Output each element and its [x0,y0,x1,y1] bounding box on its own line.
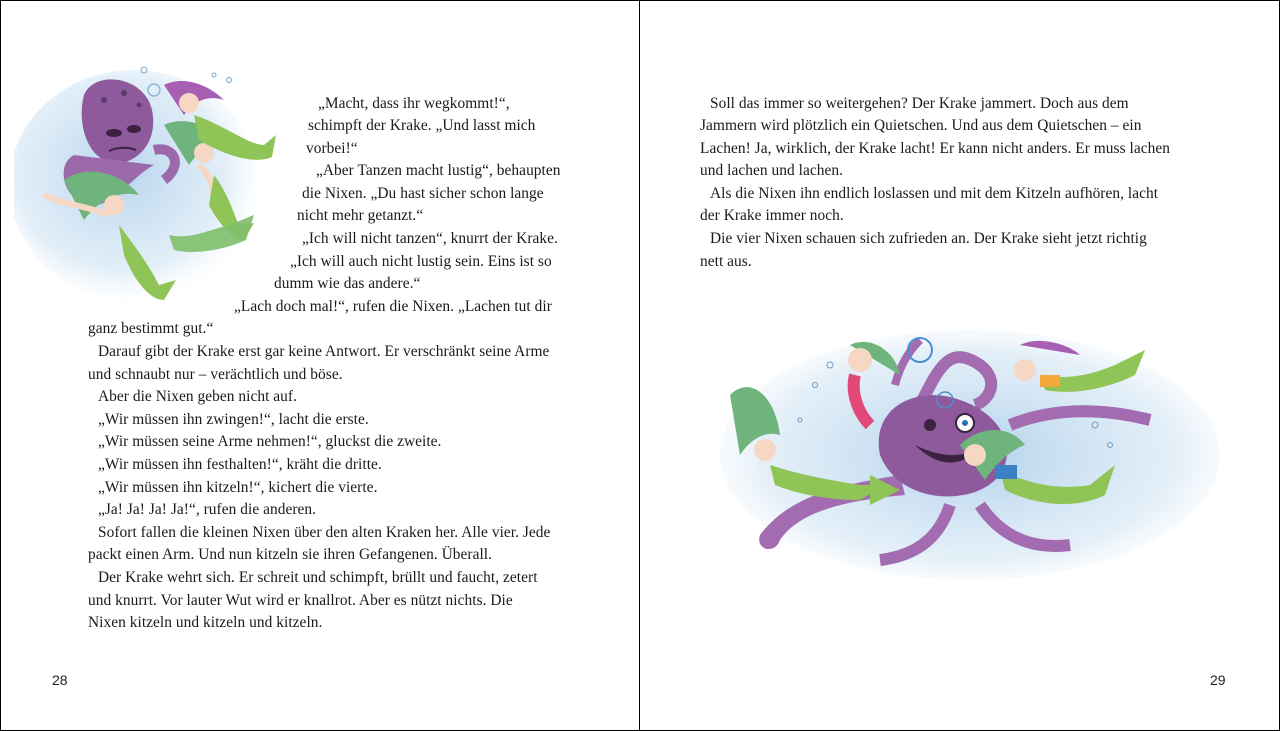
text-line: ganz bestimmt gut.“ [88,320,214,337]
text-line: die Nixen. „Du hast sicher schon lange [302,185,544,202]
illustration-grumpy-octopus [14,55,304,310]
text-line: Darauf gibt der Krake erst gar keine Antwort. Er verschränkt seine Arme [98,343,550,360]
text-line: Die vier Nixen schauen sich zufrieden an. Der Krake sieht jetzt richtig [710,230,1147,247]
text-line: „Ja! Ja! Ja! Ja!“, rufen die anderen. [98,501,317,518]
left-page [0,0,639,729]
illustration-laughing-octopus [720,305,1220,585]
text-line: Nixen kitzeln und kitzeln und kitzeln. [88,614,323,631]
text-line: „Ich will nicht tanzen“, knurrt der Krake. [302,230,558,247]
text-line: und lachen und lachen. [700,162,843,179]
text-line: „Wir müssen ihn festhalten!“, kräht die dritte. [98,456,382,473]
text-line: „Wir müssen ihn zwingen!“, lacht die erste. [98,411,369,428]
text-line: vorbei!“ [306,140,358,157]
text-line: Soll das immer so weitergehen? Der Krake jammert. Doch aus dem [710,95,1129,112]
text-line: packt einen Arm. Und nun kitzeln sie ihren Gefangenen. Überall. [88,546,493,563]
text-line: Sofort fallen die kleinen Nixen über den alten Kraken her. Alle vier. Jede [98,524,551,541]
text-line: Aber die Nixen geben nicht auf. [98,388,297,405]
text-line: „Wir müssen ihn kitzeln!“, kichert die vierte. [98,479,378,496]
page-number-left: 28 [52,672,68,688]
page-number-right: 29 [1210,672,1226,688]
text-line: Lachen! Ja, wirklich, der Krake lacht! Er kann nicht anders. Er muss lachen [700,140,1170,157]
text-line: und schnaubt nur – verächtlich und böse. [88,366,343,383]
text-line: „Ich will auch nicht lustig sein. Eins ist so [290,253,552,270]
text-line: „Macht, dass ihr wegkommt!“, [318,95,510,112]
text-line: „Wir müssen seine Arme nehmen!“, gluckst die zweite. [98,433,442,450]
text-line: und knurrt. Vor lauter Wut wird er knallrot. Aber es nützt nichts. Die [88,592,513,609]
text-line: „Aber Tanzen macht lustig“, behaupten [316,162,561,179]
text-line: Als die Nixen ihn endlich loslassen und mit dem Kitzeln aufhören, lacht [710,185,1159,202]
text-line: „Lach doch mal!“, rufen die Nixen. „Lachen tut dir [234,298,552,315]
text-line: Jammern wird plötzlich ein Quietschen. Und aus dem Quietschen – ein [700,117,1142,134]
text-line: nett aus. [700,253,752,270]
text-line: der Krake immer noch. [700,207,844,224]
text-line: schimpft der Krake. „Und lasst mich [308,117,536,134]
text-line: dumm wie das andere.“ [274,275,421,292]
text-line: nicht mehr getanzt.“ [297,207,424,224]
right-page [640,0,1279,729]
text-line: Der Krake wehrt sich. Er schreit und schimpft, brüllt und faucht, zetert [98,569,538,586]
